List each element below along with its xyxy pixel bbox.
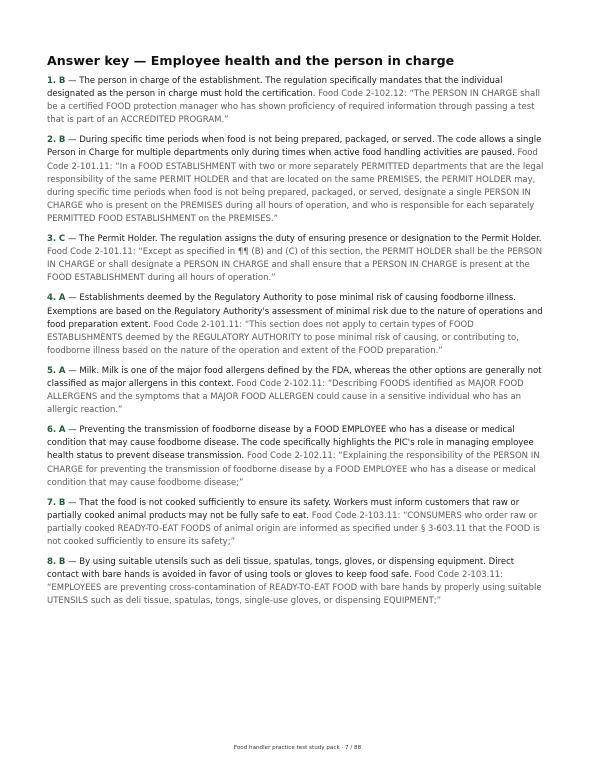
answer-citation: Food Code 2-103.11: “EMPLOYEES are preventing cross-contamination of READY-TO-EAT FOOD with bare hands by properly using suitable UTENSILS such as deli tissue, spatulas, tongs, single-use gloves, or dispensing EQUIPMENT;” — [47, 570, 542, 607]
answer-explanation: — By using suitable utensils such as deli tissue, spatulas, tongs, gloves, or dispensing equipment. Direct contact with bare hands is avoided in favor of using tools or gloves to keep food safe. — [47, 557, 515, 581]
answer-explanation: — The person in charge of the establishment. The regulation specifically mandates that the individual designated as the person in charge must hold the certification. — [47, 76, 503, 100]
answer-explanation: — Preventing the transmission of foodborne disease by a FOOD EMPLOYEE who has a disease or medical condition that may cause foodborne disease. The code specifically highlights the PIC's role in managing employee health status to prevent disease transmission. — [47, 425, 534, 462]
answer-letter: A — [58, 365, 66, 376]
answer-number: 1. — [47, 76, 57, 86]
answer-citation: Food Code 2-101.11: “In a FOOD ESTABLISHMENT with two or more separately PERMITTED departments that are the legal responsibility of the same PERMIT HOLDER and that are located on the same PREMISES, the PERMIT HOLDER may, during specific time periods when food is not being prepared, packaged, or served, designate a single PERSON IN CHARGE who is present on the PREMISES during all hours of operation, and who is responsible for each separately PERMITTED FOOD ESTABLISHMENT on the PREMISES.” — [47, 148, 544, 224]
answer-letter: C — [58, 234, 66, 245]
answer-number: 3. — [47, 234, 57, 245]
answer-letter: B — [58, 497, 66, 508]
answer-item — [47, 233, 547, 285]
answer-citation: Food Code 2-102.11: “Explaining the responsibility of the PERSON IN CHARGE for preventing the transmission of foodborne disease by a FOOD EMPLOYEE who has a disease or medical condition that may cause foodborne disease;” — [47, 451, 540, 488]
answer-explanation: — Establishments deemed by the Regulatory Authority to pose minimal risk of causing foodborne illness. Exemptions are based on the Regulatory Authority's assessment of minimal risk due to the nature of operations and food preparation extent. — [47, 293, 543, 330]
answer-explanation: — Milk. Milk is one of the major food allergens defined by the FDA, whereas the other options are generally not classified as major allergens in this context. — [47, 365, 542, 389]
answer-number: 5. — [47, 365, 57, 376]
answer-letter: B — [58, 135, 66, 146]
answer-item — [47, 497, 547, 549]
answer-explanation: — That the food is not cooked sufficiently to ensure its safety. Workers must inform customers that raw or partially cooked animal products may not be fully safe to eat. — [47, 497, 520, 521]
answer-citation: Food Code 2-103.11: “CONSUMERS who order raw or partially cooked READY-TO-EAT FOODS of animal origin are informed as specified under § 3-603.11 that the FOOD is not cooked sufficiently to ensure its safety;” — [47, 510, 540, 547]
answer-item — [47, 424, 547, 489]
answer-letter: B — [58, 557, 66, 568]
answer-item — [47, 134, 547, 226]
answer-explanation: — The Permit Holder. The regulation assigns the duty of ensuring presence or designation to the Permit Holder. — [67, 234, 542, 245]
answer-number: 8. — [47, 557, 57, 568]
answer-item — [47, 365, 547, 417]
answer-citation: Food Code 2-102.12: “The PERSON IN CHARGE shall be a certified FOOD protection manager who has shown proficiency of required information through passing a test that is part of an ACCREDITED PROGRAM.” — [47, 89, 540, 126]
page-footer: Food handler practice test study pack · 7 / 88 — [233, 745, 362, 751]
answer-number: 4. — [47, 293, 57, 304]
answer-number: 2. — [47, 135, 57, 146]
answer-number: 7. — [47, 497, 57, 508]
page-title: Answer key — Employee health and the person in charge — [47, 53, 455, 68]
answer-citation: Food Code 2-101.11: “This section does not apply to certain types of FOOD ESTABLISHMENTS deemed by the REGULATORY AUTHORITY to pose minimal risk of causing, or contributing to, foodborne illness based on the nature of the operation and extent of the FOOD preparation.” — [47, 319, 519, 356]
answer-item — [47, 556, 547, 608]
answer-letter: B — [58, 76, 66, 86]
answer-key-page — [47, 53, 547, 615]
answer-number: 6. — [47, 425, 57, 436]
answer-letter: A — [58, 425, 66, 436]
answer-citation: Food Code 2-102.11: “Describing FOODS identified as MAJOR FOOD ALLERGENS and the symptoms that a MAJOR FOOD ALLERGEN could cause in a sensitive individual who has an allergic reaction.” — [47, 378, 524, 416]
answer-explanation: — During specific time periods when food is not being prepared, packaged, or served. The code allows a single Person in Charge for multiple departments only during times when active food handling activities are paused. — [47, 135, 542, 159]
answer-item — [47, 292, 547, 357]
answer-item — [47, 75, 547, 127]
answer-letter: A — [58, 293, 66, 304]
answer-citation: Food Code 2-101.11: “Except as specified in ¶¶ (B) and (C) of this section, the PERMIT HOLDER shall be the PERSON IN CHARGE or shall designate a PERSON IN CHARGE and shall ensure that a PERSON IN CHARGE is present at the FOOD ESTABLISHMENT during all hours of operation.” — [47, 247, 543, 284]
